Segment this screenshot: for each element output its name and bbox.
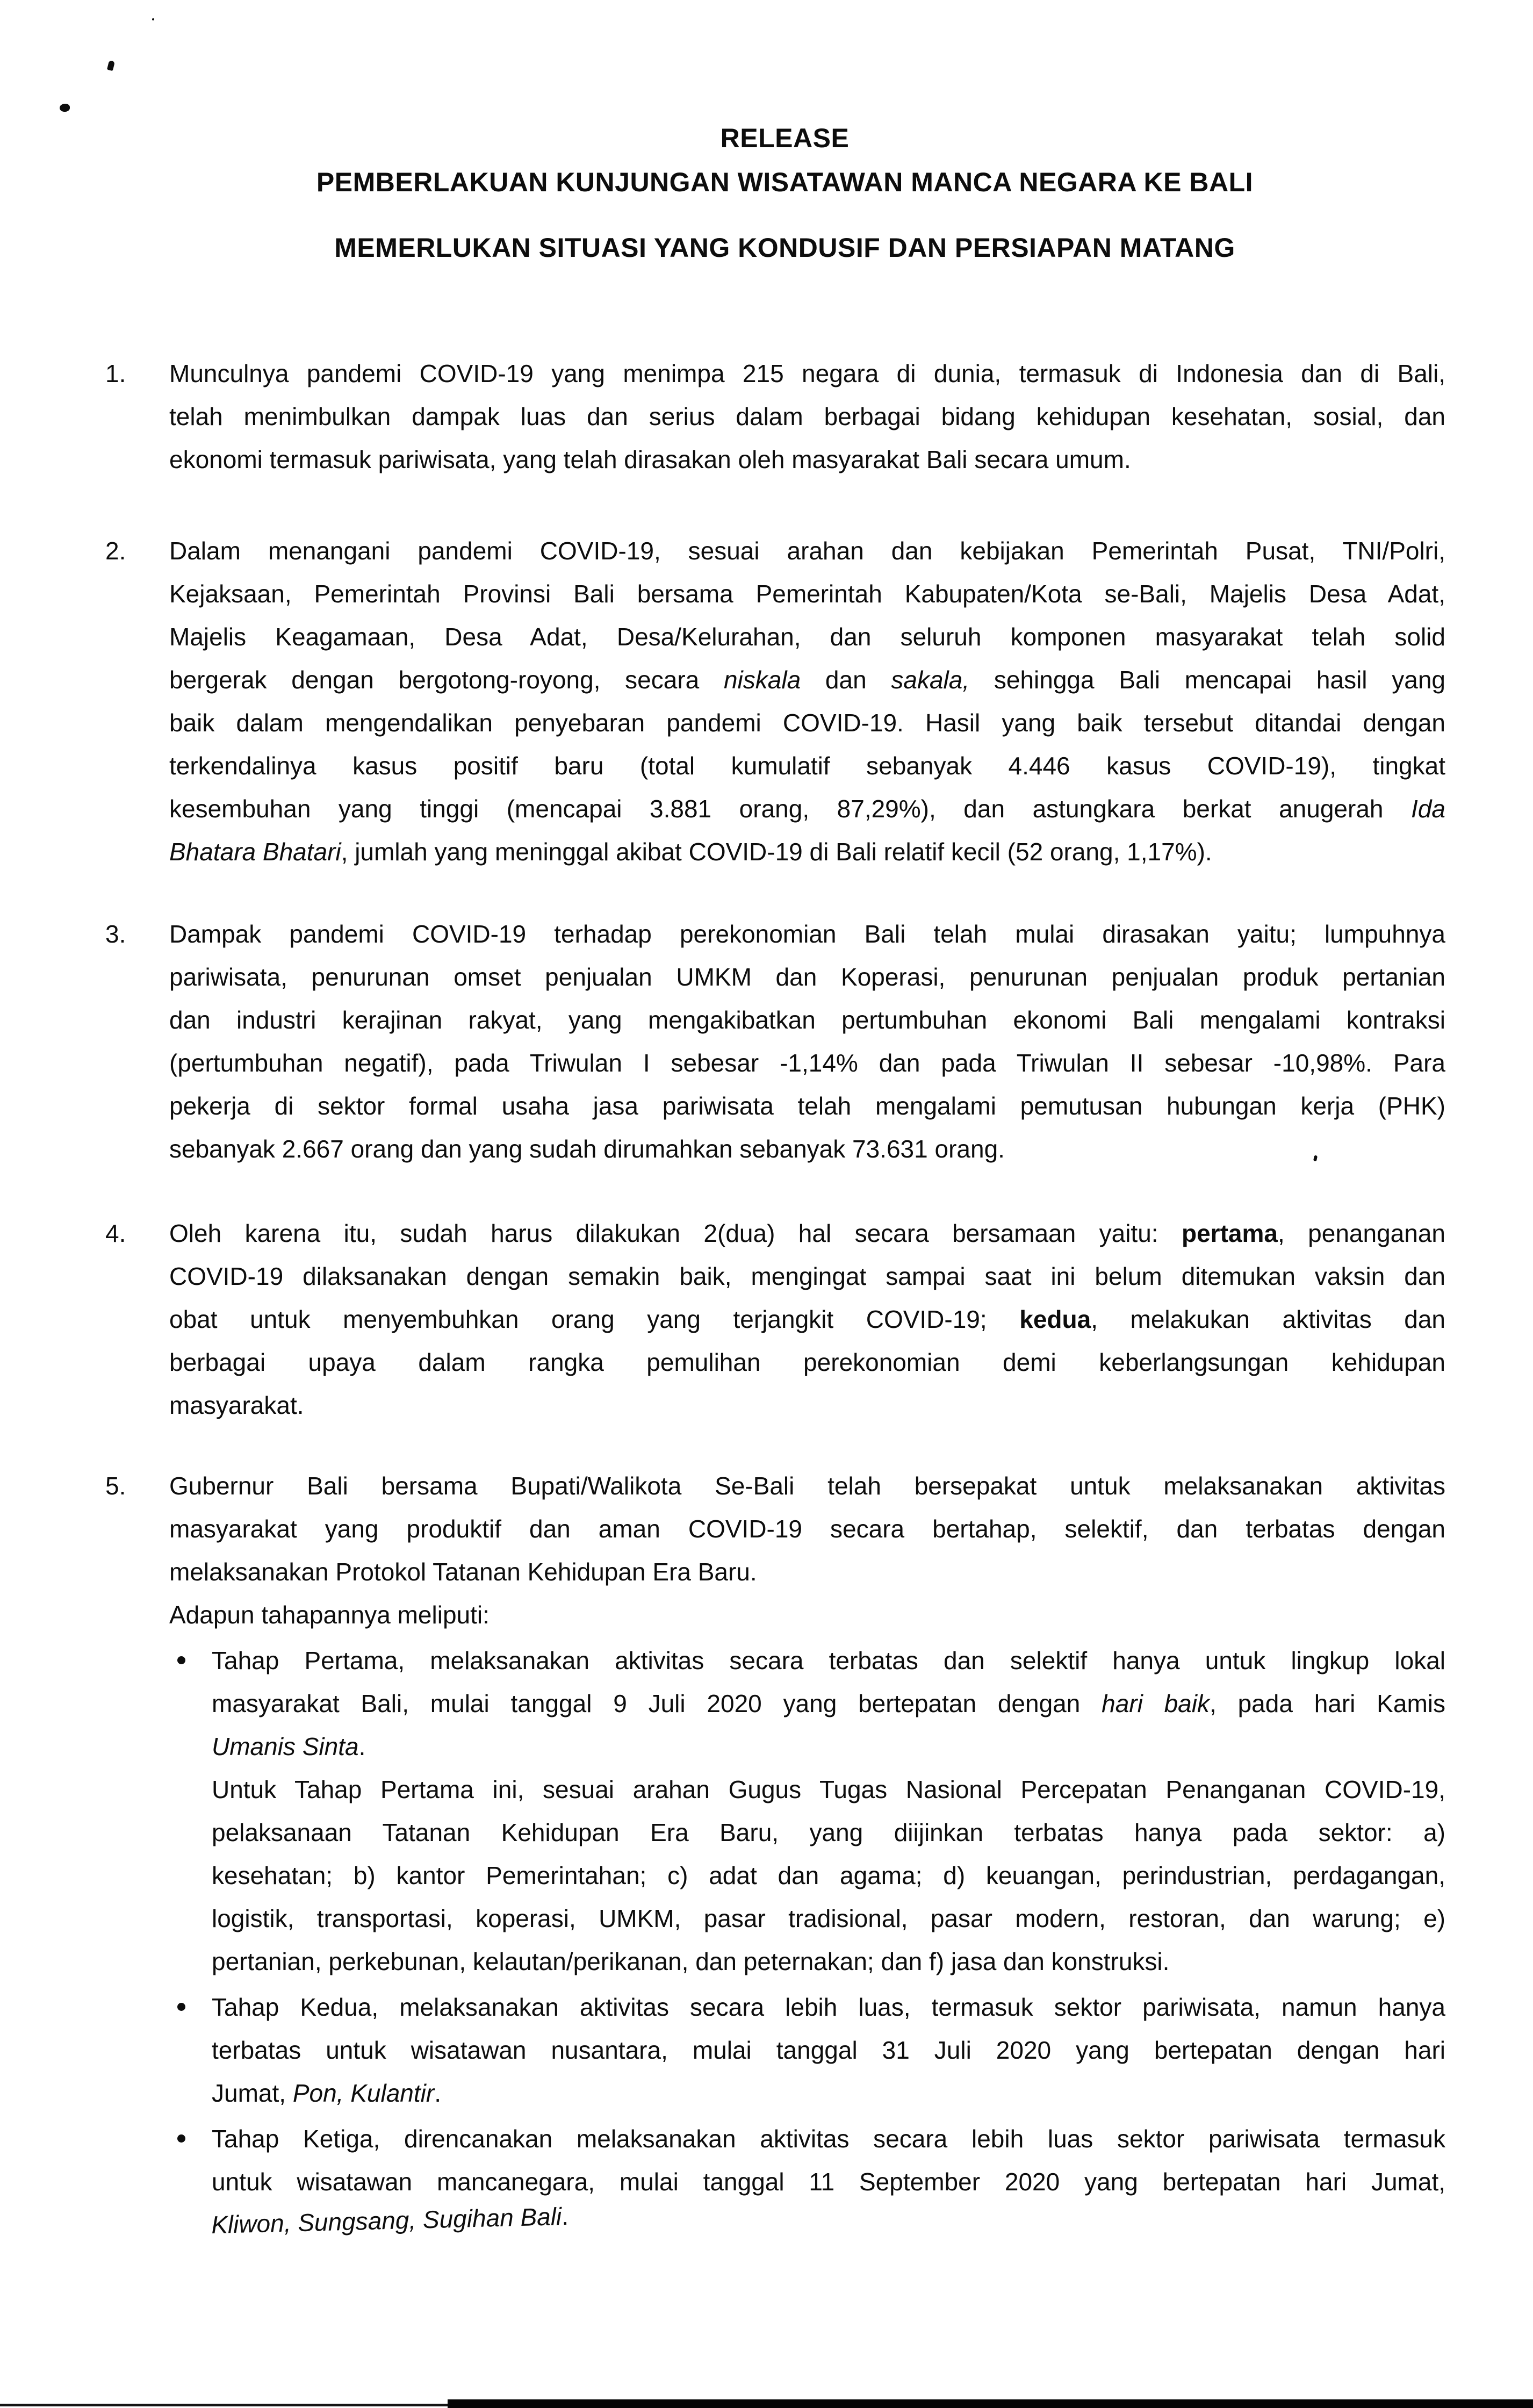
text-line: Kejaksaan, Pemerintah Provinsi Bali bersama Pemerintah Kabupaten/Kota se-Bali, Majelis Desa Adat, <box>169 580 1445 608</box>
text-line: dan industri kerajinan rakyat, yang mengakibatkan pertumbuhan ekonomi Bali mengalami kontraksi <box>169 1006 1445 1034</box>
bullet-icon <box>177 2134 185 2143</box>
paragraph-lines <box>169 912 1445 1170</box>
text-line: Adapun tahapannya meliputi: <box>169 1601 490 1629</box>
item-number: 3. <box>105 920 126 948</box>
text-line: Gubernur Bali bersama Bupati/Walikota Se-Bali telah bersepakat untuk melaksanakan aktivitas <box>169 1472 1445 1500</box>
numbered-item-3 <box>105 912 1445 1170</box>
text-line: COVID-19 dilaksanakan dengan semakin baik, mengingat sampai saat ini belum ditemukan vaksin dan <box>169 1262 1445 1290</box>
ink-speck <box>60 104 70 112</box>
text-line: Tahap Ketiga, direncanakan melaksanakan aktivitas secara lebih luas sektor pariwisata termasuk <box>212 2125 1445 2153</box>
text-line: Dalam menangani pandemi COVID-19, sesuai arahan dan kebijakan Pemerintah Pusat, TNI/Polri, <box>169 537 1445 565</box>
text-line: Majelis Keagamaan, Desa Adat, Desa/Kelurahan, dan seluruh komponen masyarakat telah solid <box>169 623 1445 651</box>
text-line: Munculnya pandemi COVID-19 yang menimpa 215 negara di dunia, termasuk di Indonesia dan di Bali, <box>169 360 1445 387</box>
paragraph-lines <box>212 1986 1445 2115</box>
text-line: bergerak dengan bergotong-royong, secara niskala dan sakala, sehingga Bali mencapai hasil yang <box>169 666 1446 694</box>
scan-edge-bar <box>448 2399 1533 2408</box>
text-line: obat untuk menyembuhkan orang yang terjangkit COVID-19; kedua, melakukan aktivitas dan <box>169 1305 1445 1333</box>
bullet-icon <box>177 2003 185 2011</box>
text-line: terkendalinya kasus positif baru (total kumulatif sebanyak 4.446 kasus COVID-19), tingkat <box>169 752 1445 780</box>
item-number: 5. <box>105 1472 126 1500</box>
text-line: ekonomi termasuk pariwisata, yang telah dirasakan oleh masyarakat Bali secara umum. <box>169 445 1131 473</box>
bullet-item-tahap-pertama <box>176 1639 1445 1983</box>
text-line: masyarakat yang produktif dan aman COVID-19 secara bertahap, selektif, dan terbatas dengan <box>169 1515 1445 1543</box>
release-title: RELEASE <box>720 123 850 153</box>
text-line: pekerja di sektor formal usaha jasa pariwisata telah mengalami pemutusan hubungan kerja (PHK) <box>169 1092 1445 1120</box>
text-line: Tahap Pertama, melaksanakan aktivitas secara terbatas dan selektif hanya untuk lingkup lokal <box>212 1647 1445 1674</box>
numbered-item-4 <box>105 1212 1445 1427</box>
text-line: Oleh karena itu, sudah harus dilakukan 2(dua) hal secara bersamaan yaitu: pertama, penanganan <box>169 1219 1445 1247</box>
release-subtitle-line-1: PEMBERLAKUAN KUNJUNGAN WISATAWAN MANCA NEGARA KE BALI <box>316 167 1254 197</box>
text-line: pelaksanaan Tatanan Kehidupan Era Baru, yang diijinkan terbatas hanya pada sektor: a) <box>212 1818 1445 1846</box>
bullet-icon <box>177 1656 185 1664</box>
paragraph-lines <box>212 2117 1445 2246</box>
text-line: terbatas untuk wisatawan nusantara, mulai tanggal 31 Juli 2020 yang bertepatan dengan hari <box>212 2036 1445 2064</box>
text-line: Tahap Kedua, melaksanakan aktivitas secara lebih luas, termasuk sektor pariwisata, namun hanya <box>212 1993 1445 2021</box>
text-line: Bhatara Bhatari, jumlah yang meninggal akibat COVID-19 di Bali relatif kecil (52 orang, 1,17%). <box>169 838 1212 866</box>
release-subtitle-line-2: MEMERLUKAN SITUASI YANG KONDUSIF DAN PERSIAPAN MATANG <box>334 233 1235 263</box>
paragraph-lines <box>169 529 1445 873</box>
ink-speck <box>152 18 154 20</box>
text-line: Untuk Tahap Pertama ini, sesuai arahan Gugus Tugas Nasional Percepatan Penanganan COVID-19, <box>212 1776 1445 1803</box>
numbered-item-2 <box>105 529 1445 873</box>
item-number: 4. <box>105 1219 126 1247</box>
text-line: Umanis Sinta. <box>212 1733 366 1760</box>
paragraph-lines <box>212 1639 1445 1983</box>
text-line: Kliwon, Sungsang, Sugihan Bali. <box>211 2202 569 2239</box>
bullet-item-tahap-ketiga <box>176 2117 1445 2246</box>
numbered-item-5 <box>105 1464 1445 1636</box>
text-line: sebanyak 2.667 orang dan yang sudah dirumahkan sebanyak 73.631 orang. <box>169 1135 1005 1163</box>
numbered-item-1 <box>105 352 1445 481</box>
text-line: kesembuhan yang tinggi (mencapai 3.881 orang, 87,29%), dan astungkara berkat anugerah Ida <box>169 795 1445 823</box>
text-line: pertanian, perkebunan, kelautan/perikanan, dan peternakan; dan f) jasa dan konstruksi. <box>212 1947 1170 1975</box>
text-line: berbagai upaya dalam rangka pemulihan perekonomian demi keberlangsungan kehidupan <box>169 1348 1445 1376</box>
paragraph-lines <box>169 1212 1445 1427</box>
paragraph-lines <box>169 1464 1445 1636</box>
text-line: kesehatan; b) kantor Pemerintahan; c) adat dan agama; d) keuangan, perindustrian, perdagangan, <box>212 1861 1445 1889</box>
text-line: baik dalam mengendalikan penyebaran pandemi COVID-19. Hasil yang baik tersebut ditandai dengan <box>169 709 1445 737</box>
ink-speck <box>107 60 115 71</box>
text-line: melaksanakan Protokol Tatanan Kehidupan Era Baru. <box>169 1558 757 1586</box>
text-line: untuk wisatawan mancanegara, mulai tanggal 11 September 2020 yang bertepatan hari Jumat, <box>212 2168 1445 2196</box>
text-line: logistik, transportasi, koperasi, UMKM, pasar tradisional, pasar modern, restoran, dan warung; e) <box>212 1904 1445 1932</box>
text-line: Jumat, Pon, Kulantir. <box>212 2079 441 2107</box>
text-line: masyarakat Bali, mulai tanggal 9 Juli 2020 yang bertepatan dengan hari baik, pada hari Kamis <box>212 1690 1445 1717</box>
item-number: 1. <box>105 360 126 387</box>
bullet-item-tahap-kedua <box>176 1986 1445 2115</box>
text-line: masyarakat. <box>169 1391 304 1419</box>
text-line: Dampak pandemi COVID-19 terhadap perekonomian Bali telah mulai dirasakan yaitu; lumpuhnya <box>169 920 1445 948</box>
text-line: telah menimbulkan dampak luas dan serius dalam berbagai bidang kehidupan kesehatan, sosial, dan <box>169 402 1445 430</box>
paragraph-lines <box>169 352 1445 481</box>
item-number: 2. <box>105 537 126 565</box>
text-line: pariwisata, penurunan omset penjualan UMKM dan Koperasi, penurunan penjualan produk pertanian <box>169 963 1445 991</box>
text-line: (pertumbuhan negatif), pada Triwulan I sebesar -1,14% dan pada Triwulan II sebesar -10,98%. Para <box>169 1049 1445 1077</box>
